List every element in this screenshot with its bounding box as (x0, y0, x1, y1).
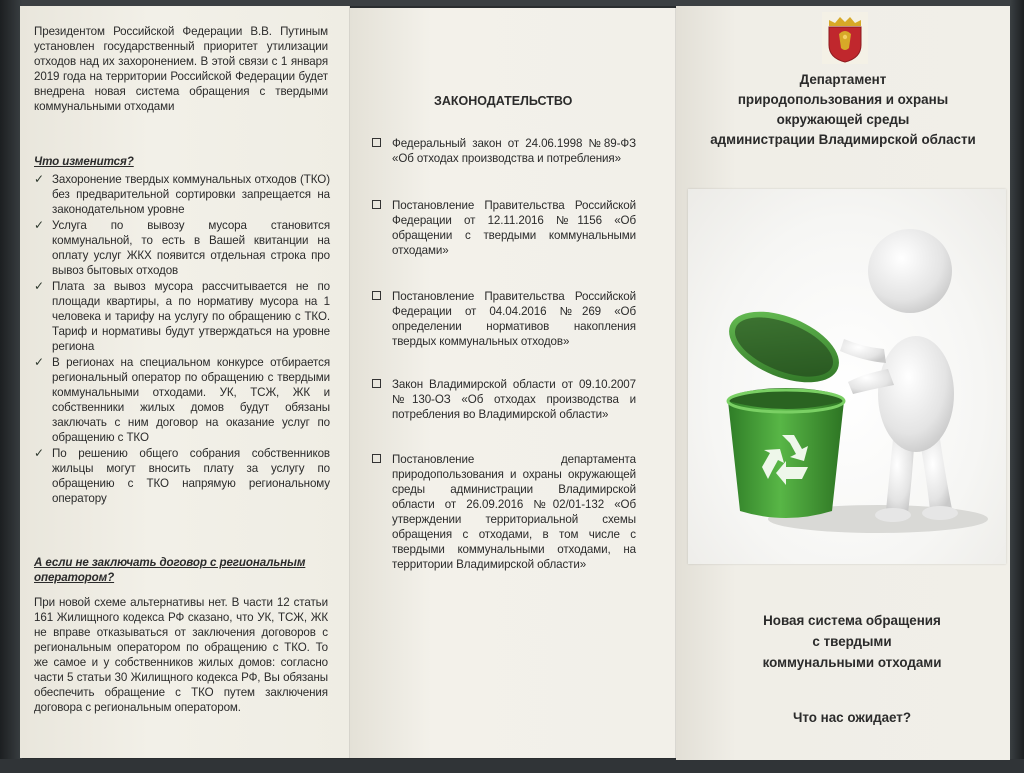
coat-of-arms-icon (822, 12, 868, 64)
list-item: ✓ Захоронение твердых коммунальных отходов (ТКО) без предварительной сортировки запрещается на законодательном уровне (34, 172, 330, 216)
brochure-panel-middle (350, 8, 676, 758)
list-item: Постановление департамента природопользования и охраны окружающей среды администрации Владимирской области от 26.09.2016 №02/01-132 «Об утверждении территориальной схемы обращения с отходами, в том числе с твердыми коммунальными отходами, на территории Владимирской области» (372, 452, 636, 572)
legislation-heading: ЗАКОНОДАТЕЛЬСТВО (434, 94, 573, 108)
desk-left-edge (0, 0, 22, 773)
brochure-tagline: Новая система обращения с твердыми коммунальными отходами (762, 613, 942, 670)
check-mark-icon: ✓ (34, 172, 44, 186)
check-mark-icon: ✓ (34, 279, 44, 293)
checkbox-icon (372, 379, 381, 388)
changes-heading: Что изменится? (34, 155, 134, 168)
checkbox-icon (372, 291, 381, 300)
trash-bin-figure-illustration (688, 189, 1006, 564)
checkbox-icon (372, 200, 381, 209)
no-contract-heading: А если не заключать договор с региональным оператором? (34, 556, 306, 584)
list-item: Закон Владимирской области от 09.10.2007 №130-ОЗ «Об отходах производства и потребления во Владимирской области» (372, 377, 636, 422)
check-mark-icon: ✓ (34, 355, 44, 369)
department-title: Департамент природопользования и охраны окружающей среды администрации Владимирской области (710, 72, 976, 147)
desk-bottom-edge (0, 759, 1024, 773)
brochure-question: Что нас ожидает? (792, 710, 912, 725)
illustration-figure-with-bin (688, 189, 1006, 564)
intro-paragraph: Президентом Российской Федерации В.В. Путиным установлен государственный приоритет утилизации отходов над их захоронением. В этой связи с 1 января 2019 года на территории Российской Федерации будет внедрена новая система обращения с твердыми коммунальными отходами (34, 25, 328, 113)
checkbox-icon (372, 138, 381, 147)
legislation-list (372, 136, 636, 572)
brochure-panel-left (20, 6, 350, 758)
check-mark-icon: ✓ (34, 446, 44, 460)
list-item: ✓ Услуга по вывозу мусора становится коммунальной, то есть в Вашей квитанции на оплату услуг ЖКХ появится отдельная строка про вывоз бытовых отходов (34, 218, 330, 277)
desk-right-edge (1010, 0, 1024, 773)
list-item: ✓ По решению общего собрания собственников жильцы могут вносить плату за услугу по обращению с ТКО напрямую региональному оператору (34, 446, 330, 505)
no-contract-paragraph: При новой схеме альтернативы нет. В части 12 статьи 161 Жилищного кодекса РФ сказано, что УК, ТСЖ, ЖК не вправе отказываться от заключения договоров с региональным оператором по обращению с ТКО. То же самое и у собственников жилых домов: согласно части 5 статьи 30 Жилищного кодекса РФ, Вы обязаны обеспечить обращение с ТКО путем заключения договора с региональным оператором. (34, 596, 328, 714)
check-mark-icon: ✓ (34, 218, 44, 232)
list-item: Постановление Правительства Российской Федерации от 12.11.2016 №1156 «Об обращении с твердыми коммунальными отходами» (372, 198, 636, 258)
list-item: Федеральный закон от 24.06.1998 №89-ФЗ «Об отходах производства и потребления» (372, 136, 636, 166)
checkbox-icon (372, 454, 381, 463)
changes-list (34, 172, 330, 507)
brochure-panel-cover (676, 6, 1010, 760)
list-item: ✓ В регионах на специальном конкурсе отбирается региональный оператор по обращению с твердыми коммунальными отходами. УК, ТСЖ, ЖК и собственники жилых домов будут обязаны заключать с ним договор на оказание услуг по обращению с ТКО (34, 355, 330, 444)
list-item: ✓ Плата за вывоз мусора рассчитывается не по площади квартиры, а по нормативу мусора на 1 человека и тарифу на услугу по обращению с ТКО. Тариф и нормативы будут утверждаться на уровне региона (34, 279, 330, 353)
list-item: Постановление Правительства Российской Федерации от 04.04.2016 №269 «Об определении нормативов накопления твердых коммунальных отходов» (372, 289, 636, 349)
